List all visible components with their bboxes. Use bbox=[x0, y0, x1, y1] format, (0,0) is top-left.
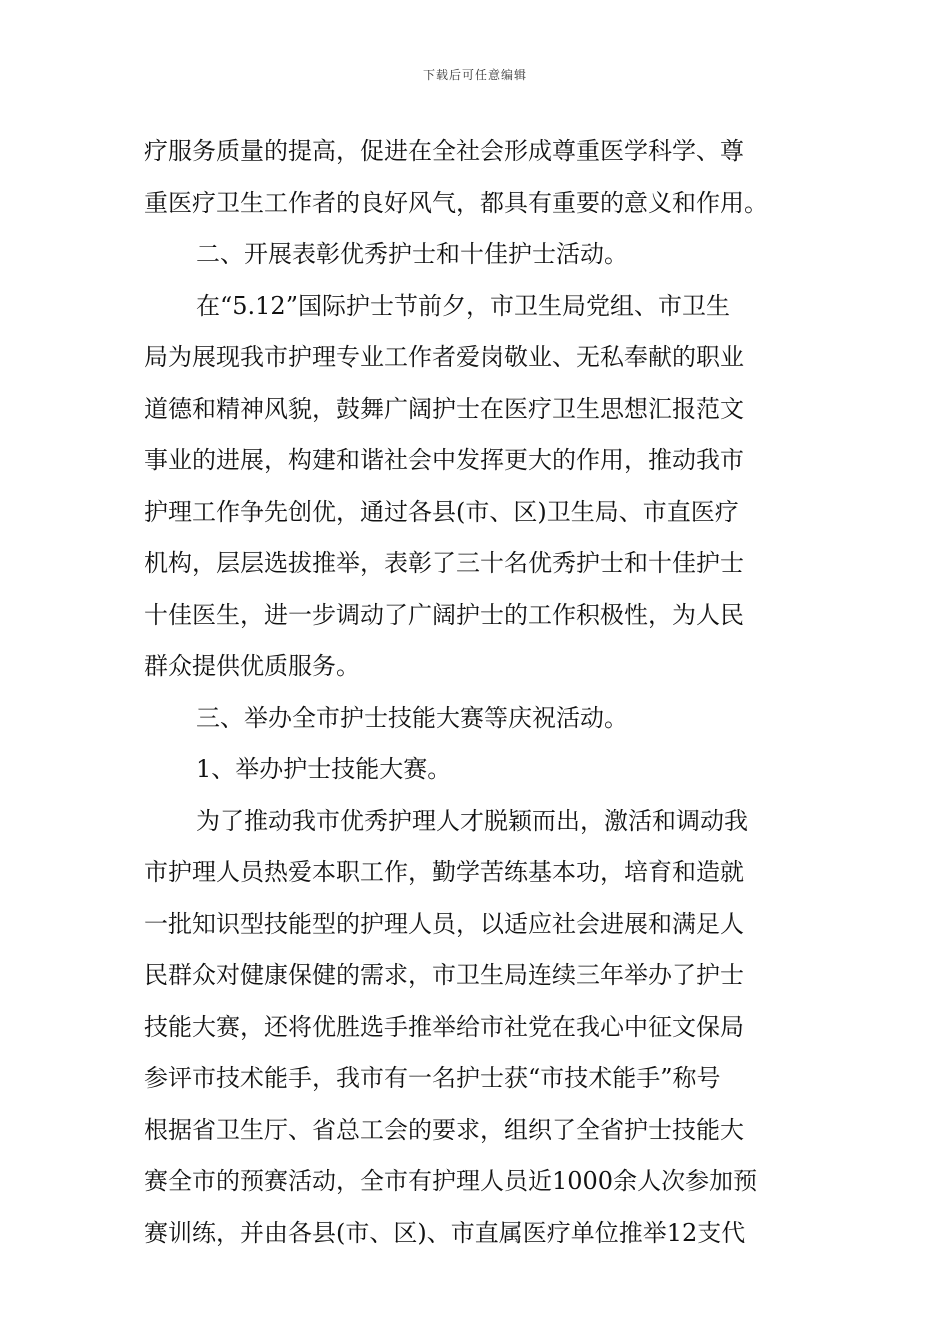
text-line: 机构，层层选拔推举，表彰了三十名优秀护士和十佳护士 bbox=[144, 549, 744, 577]
document-body bbox=[144, 126, 812, 1259]
text-line: 三、举办全市护士技能大赛等庆祝活动。 bbox=[196, 703, 628, 732]
text-line: 市护理人员热爱本职工作，勤学苦练基本功，培育和造就 bbox=[144, 858, 744, 886]
page-header: 下载后可任意编辑 bbox=[422, 68, 527, 82]
text-line: 二、开展表彰优秀护士和十佳护士活动。 bbox=[196, 240, 628, 268]
text-line: 参评市技术能手，我市有一名护士获“市技术能手”称号 bbox=[144, 1064, 721, 1092]
text-line: 疗服务质量的提高，促进在全社会形成尊重医学科学、尊 bbox=[144, 137, 744, 165]
text-line: 十佳医生，进一步调动了广阔护士的工作积极性，为人民 bbox=[144, 600, 744, 629]
text-line: 在“5.12”国际护士节前夕，市卫生局党组、市卫生 bbox=[196, 291, 730, 320]
text-line: 事业的进展，构建和谐社会中发挥更大的作用，推动我市 bbox=[144, 446, 744, 474]
text-line: 道德和精神风貌，鼓舞广阔护士在医疗卫生思想汇报范文 bbox=[144, 394, 744, 423]
text-line: 为了推动我市优秀护理人才脱颖而出，激活和调动我 bbox=[196, 806, 748, 835]
text-line: 护理工作争先创优，通过各县(市、区)卫生局、市直医疗 bbox=[144, 497, 739, 526]
text-line: 赛全市的预赛活动，全市有护理人员近1000余人次参加预 bbox=[144, 1167, 758, 1195]
text-line: 赛训练，并由各县(市、区)、市直属医疗单位推举12支代 bbox=[144, 1218, 746, 1247]
text-line: 民群众对健康保健的需求，市卫生局连续三年举办了护士 bbox=[144, 961, 744, 989]
text-line: 一批知识型技能型的护理人员，以适应社会进展和满足人 bbox=[144, 909, 744, 938]
text-line: 1、举办护士技能大赛。 bbox=[196, 755, 452, 783]
text-line: 局为展现我市护理专业工作者爱岗敬业、无私奉献的职业 bbox=[144, 343, 744, 371]
text-line: 群众提供优质服务。 bbox=[144, 652, 360, 680]
text-line: 技能大赛，还将优胜选手推举给市社党在我心中征文保局 bbox=[144, 1012, 744, 1041]
text-line: 重医疗卫生工作者的良好风气，都具有重要的意义和作用。 bbox=[144, 188, 768, 217]
text-line: 根据省卫生厅、省总工会的要求，组织了全省护士技能大 bbox=[144, 1115, 744, 1144]
